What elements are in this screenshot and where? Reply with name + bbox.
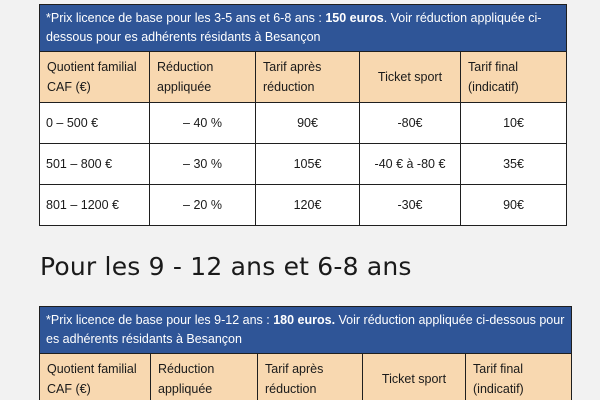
column-header: Tarif après réduction [258,354,363,400]
table-cell: 90€ [461,185,567,226]
table-cell: 501 – 800 € [40,144,150,185]
column-header: Réduction appliquée [150,52,256,103]
table-row [40,185,567,226]
banner-text: *Prix licence de base pour les 9-12 ans : [46,313,274,327]
section-heading: Pour les 9 - 12 ans et 6-8 ans [40,252,412,281]
column-header: Ticket sport [363,354,466,400]
column-header: Quotient familial CAF (€) [40,354,151,400]
column-header: Tarif final (indicatif) [461,52,567,103]
table-cell: – 20 % [150,185,256,226]
pricing-table-3-8 [39,4,567,226]
table-cell: 35€ [461,144,567,185]
banner-text: *Prix licence de base pour les 3-5 ans et 6-8 ans : [46,11,326,25]
column-header: Réduction appliquée [151,354,258,400]
table-cell: 120€ [256,185,360,226]
banner-price: 180 euros. [273,313,336,327]
price-banner [40,5,567,52]
table-cell: – 40 % [150,103,256,144]
table-cell: 105€ [256,144,360,185]
column-header: Quotient familial CAF (€) [40,52,150,103]
table-row [40,144,567,185]
banner-text-suffix: Voir réduction appliquée ci-dessous pour es adhérents résidants à Besançon [46,313,565,346]
table-cell: 10€ [461,103,567,144]
column-header: Tarif après réduction [256,52,360,103]
header-row [40,354,572,400]
banner-row [40,307,572,354]
banner-price: 150 euros [325,11,384,25]
table-cell: – 30 % [150,144,256,185]
table-cell: -30€ [360,185,461,226]
header-row [40,52,567,103]
table-row [40,103,567,144]
pricing-table-9-12 [39,306,572,400]
column-header: Tarif final (indicatif) [466,354,572,400]
table-cell: 0 – 500 € [40,103,150,144]
table-cell: 90€ [256,103,360,144]
column-header: Ticket sport [360,52,461,103]
banner-row [40,5,567,52]
table-cell: 801 – 1200 € [40,185,150,226]
table-cell: -80€ [360,103,461,144]
price-banner [40,307,572,354]
table-cell: -40 € à -80 € [360,144,461,185]
banner-text-suffix: . Voir réduction appliquée ci-dessous pour es adhérents résidants à Besançon [46,11,542,44]
